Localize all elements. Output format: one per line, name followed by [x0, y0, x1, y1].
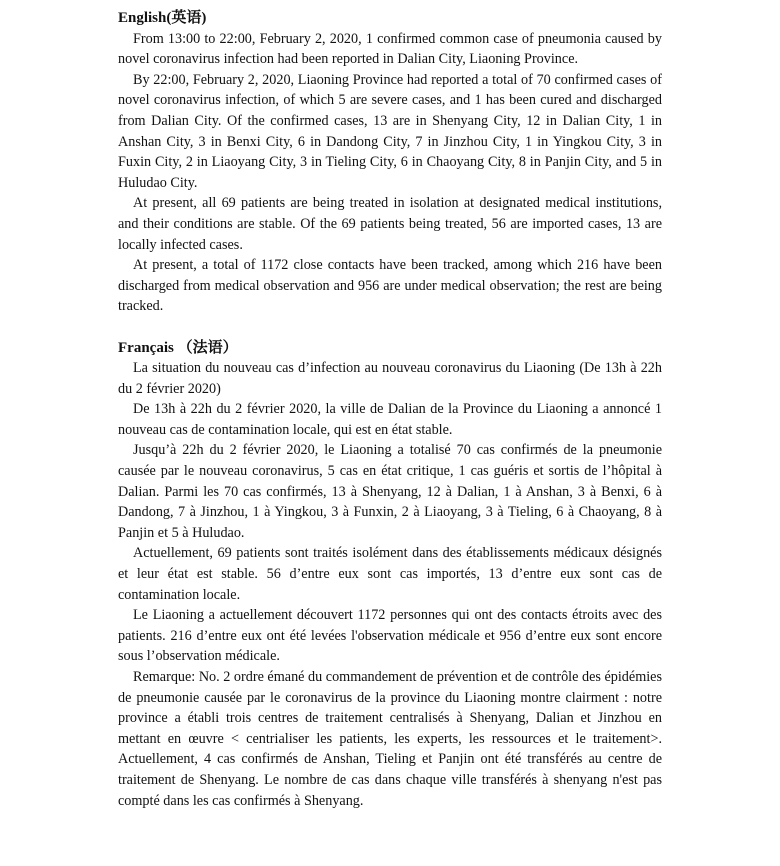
english-section [118, 8, 662, 317]
french-section [118, 338, 662, 812]
french-paragraph-remark: Remarque: No. 2 ordre émané du commandement de prévention et de contrôle des épidémies de pneumonie causée par le coronavirus de la province du Liaoning montre clairment : notre province a établi trois centres de traitement centralisés à Shenyang, Dalian et Jinzhou en mettant en œuvre < centrialiser les patients, les experts, les ressources et le traitement>. Actuellement, 4 cas confirmés de Anshan, Tieling et Panjin ont été transférés au centre de traitement de Shenyang. Le nombre de cas dans chaque ville transférés à shenyang n'est pas compté dans les cas confirmés à Shenyang. [118, 669, 662, 809]
french-paragraph-contacts: Le Liaoning a actuellement découvert 1172 personnes qui ont des contacts étroits avec des patients. 216 d’entre eux ont été levées l'observation médicale et 956 d’entre eux sont encore sous l’observation médicale. [118, 607, 662, 665]
french-paragraph-totals: Jusqu’à 22h du 2 février 2020, le Liaoning a totalisé 70 cas confirmés de la pneumonie causée par le nouveau coronavirus, 5 cas en état critique, 1 cas guéris et sortis de l’hôpital à Dalian. Parmi les 70 cas confirmés, 13 à Shenyang, 12 à Dalian, 1 à Anshan, 3 à Benxi, 6 à Dandong, 7 à Jinzhou, 1 à Yingkou, 3 à Funxin, 2 à Liaoyang, 3 à Tieling, 6 à Chaoyang, 8 à Panjin et 5 à Huludao. [118, 442, 662, 541]
document-page [118, 8, 662, 811]
english-paragraph-new-case: From 13:00 to 22:00, February 2, 2020, 1 confirmed common case of pneumonia caused by novel coronavirus infection had been reported in Dalian City, Liaoning Province. [118, 30, 662, 68]
english-paragraph-contacts: At present, a total of 1172 close contacts have been tracked, among which 216 have been discharged from medical observation and 956 are under medical observation; the rest are being tracked. [118, 257, 662, 315]
french-paragraph-treatment: Actuellement, 69 patients sont traités isolément dans des établissements médicaux désignés et leur état est stable. 56 d’entre eux sont cas importés, 13 d’entre eux sont cas de contamination locale. [118, 545, 662, 603]
section-heading-english: English(英语) [118, 10, 207, 26]
english-paragraph-treatment: At present, all 69 patients are being treated in isolation at designated medical institutions, and their conditions are stable. Of the 69 patients being treated, 56 are imported cases, 13 are locally infected cases. [118, 195, 662, 253]
french-paragraph-title: La situation du nouveau cas d’infection au nouveau coronavirus du Liaoning (De 13h à 22h du 2 février 2020) [118, 360, 662, 397]
section-heading-french: Français （法语） [118, 339, 238, 356]
english-paragraph-totals: By 22:00, February 2, 2020, Liaoning Province had reported a total of 70 confirmed cases of novel coronavirus infection, of which 5 are severe cases, and 1 has been cured and discharged from Dalian City. Of the confirmed cases, 13 are in Shenyang City, 12 in Dalian City, 1 in Anshan City, 3 in Benxi City, 6 in Dandong City, 7 in Jinzhou City, 1 in Yingkou City, 3 in Fuxin City, 2 in Liaoyang City, 3 in Tieling City, 6 in Chaoyang City, 8 in Panjin City, and 5 in Huludao City. [118, 71, 662, 191]
section-spacer [118, 317, 662, 338]
french-paragraph-new-case: De 13h à 22h du 2 février 2020, la ville de Dalian de la Province du Liaoning a annoncé 1 nouveau cas de contamination locale, qui est en état stable. [118, 401, 662, 438]
